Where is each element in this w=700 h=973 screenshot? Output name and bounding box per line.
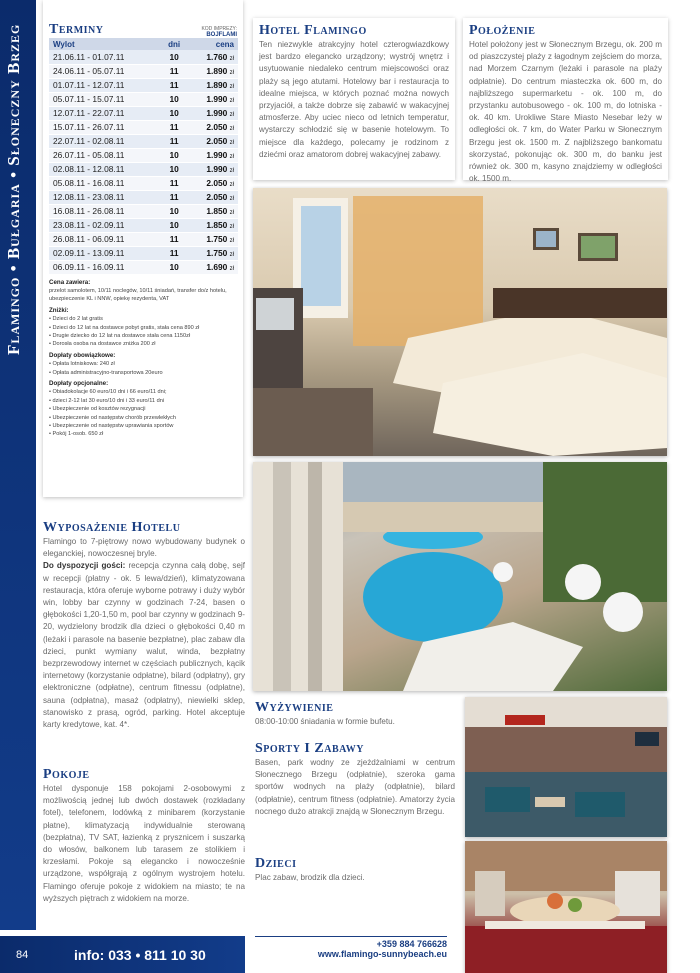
departure-dates: 15.07.11 - 26.07.11 (49, 120, 160, 134)
price: 1.850 zł (188, 204, 238, 218)
terms-panel (43, 0, 243, 497)
price-row (49, 246, 238, 260)
price-row (49, 176, 238, 190)
rooms-text: Hotel dysponuje 158 pokojami 2-osobowymi z możliwością jednej lub dwóch dostawek (rozkładany fotel), telefonem, lodówką z minibarem (korzystanie płatne), klimatyzacją indywidualnie sterowaną (bezpłatna), TV SAT, łazienką z prysznicem i suszarką do włosów, balkonem lub tarasem ze stolikiem i krzesłami. Pokoje są elegancko i nowocześnie urządzone, współgrają z ogólnym wystrojem hotelu. Flamingo oferuje pokoje z widokiem na miasto; te na wyższych piętrach z widokiem na morze. (43, 784, 245, 903)
mandatory-item: • Opłata lotniskowa: 240 zł (49, 360, 237, 368)
departure-dates: 02.09.11 - 13.09.11 (49, 246, 160, 260)
hotel-phone: +359 884 766628 (376, 939, 447, 949)
price: 1.890 zł (188, 64, 238, 78)
terms-notes: Cena zawiera: przelot samolotem, 10/11 noclegów, 10/11 śniadań, transfer do/z hotelu, ubezpieczenie KL i NNW, opiekę rezydenta, VAT Zniżki: • Dzieci do 2 lat gratis • Dzieci do 12 lat na dostawce pobyt gratis, stała cena 890 zł • Drugie dziecko do 12 lat na dostawce stała cena 1150zł • Dorosła osoba na dostawce zniżka 200 zł Dopłaty obowiązkowe: • Opłata lotniskowa: 240 zł • Opłata administracyjno-transportowa 20euro Dopłaty opcjonalne: • Obiadokolacje 60 euro/10 dni i 66 euro/11 dni; • dzieci 2-12 lat 30 euro/10 dni i 33 euro/11 dni • Ubezpieczenie od kosztów rezygnacji • Ubezpieczenie od następstw chorób przewlekłych • Ubezpieczenie od następstw uprawiania sportów • Pokój 1-osob. 650 zł (49, 279, 237, 439)
discounts-item: • Dorosła osoba na dostawce zniżka 200 zł (49, 340, 237, 348)
price-row (49, 134, 238, 148)
days: 11 (160, 232, 188, 246)
hotel-website-link[interactable]: www.flamingo-sunnybeach.eu (317, 949, 447, 959)
days: 10 (160, 148, 188, 162)
info-phone: info: 033 • 811 10 30 (74, 946, 206, 963)
price-row (49, 260, 238, 274)
optional-item: • dzieci 2-12 lat 30 euro/10 dni i 33 euro/11 dni (49, 397, 237, 405)
price: 1.990 zł (188, 92, 238, 106)
departure-dates: 02.08.11 - 12.08.11 (49, 162, 160, 176)
price: 1.690 zł (188, 260, 238, 274)
days: 10 (160, 162, 188, 176)
departure-dates: 06.09.11 - 16.09.11 (49, 260, 160, 274)
col-days: dni (160, 38, 188, 50)
departure-dates: 16.08.11 - 26.08.11 (49, 204, 160, 218)
price-row (49, 50, 238, 64)
price: 1.750 zł (188, 232, 238, 246)
col-price: cena (188, 38, 238, 50)
price: 1.990 zł (188, 148, 238, 162)
departure-dates: 23.08.11 - 02.09.11 (49, 218, 160, 232)
price-table (49, 38, 238, 275)
departure-dates: 12.07.11 - 22.07.11 (49, 106, 160, 120)
price-row (49, 162, 238, 176)
departure-dates: 26.08.11 - 06.09.11 (49, 232, 160, 246)
price-row (49, 120, 238, 134)
price: 2.050 zł (188, 176, 238, 190)
departure-dates: 21.06.11 - 01.07.11 (49, 50, 160, 64)
days: 10 (160, 260, 188, 274)
price-row (49, 190, 238, 204)
optional-item: • Ubezpieczenie od następstw uprawiania sportów (49, 422, 237, 430)
days: 10 (160, 204, 188, 218)
board-text: 08:00-10:00 śniadania w formie bufetu. (255, 717, 395, 726)
terms-title: Terminy (49, 22, 104, 37)
hotel-description-panel (253, 18, 455, 180)
sports-title: Sporty I Zabawy (255, 741, 364, 756)
departure-dates: 24.06.11 - 05.07.11 (49, 64, 160, 78)
price: 2.050 zł (188, 120, 238, 134)
location-text: Hotel położony jest w Słonecznym Brzegu, ok. 200 m od piaszczystej plaży z łagodnym zejściem do morza, nad Morzem Czarnym (leżaki i parasole na plaży odpłatnie). Do centrum miasteczka ok. 600 m, do najbliższego supermarketu - ok. 100 m, do przystanku autobusowego - ok. 100 m, do lotniska - ok. 40 km. Urokliwe Stare Miasto Nesebar leży w odległości ok. 7 km, do Water Parku w Słonecznym Brzegu jest ok. 1500 m. Z najbliższego bankomatu skorzystać, pokonując ok. 300 m, do banku jest również ok. 300 m, kasyno znajdziemy w odległości ok. 1500 m. (469, 40, 662, 184)
price: 1.890 zł (188, 78, 238, 92)
rooms-section (43, 767, 245, 905)
price-row (49, 148, 238, 162)
hotel-contact (255, 936, 447, 959)
departure-dates: 05.07.11 - 15.07.11 (49, 92, 160, 106)
footer-bar (0, 936, 245, 973)
kids-text: Plac zabaw, brodzik dla dzieci. (255, 873, 365, 882)
page-number: 84 (16, 948, 29, 961)
discounts-item: • Dzieci do 2 lat gratis (49, 315, 237, 323)
sports-text: Basen, park wodny ze zjeżdżalniami w centrum Słonecznego Brzegu (odpłatnie), szeroka gama sportów wodnych na plaży (odpłatnie), bilard (odpłatnie), centrum fitness (odpłatnie). Amatorzy życia nocnego dużo atrakcji znajdą w Słonecznym Brzegu. (255, 758, 455, 816)
amenities-title: Wyposażenie Hotelu (43, 520, 181, 535)
price-row (49, 204, 238, 218)
price: 1.850 zł (188, 218, 238, 232)
location-panel (463, 18, 668, 184)
price: 2.050 zł (188, 134, 238, 148)
days: 11 (160, 134, 188, 148)
price: 1.990 zł (188, 162, 238, 176)
price: 1.750 zł (188, 246, 238, 260)
days: 11 (160, 64, 188, 78)
col-departure: Wylot (49, 38, 160, 50)
side-strip (0, 0, 36, 973)
price: 1.760 zł (188, 50, 238, 64)
optional-item: • Ubezpieczenie od kosztów rezygnacji (49, 405, 237, 413)
hotel-pool-photo (253, 462, 667, 691)
hotel-text: Ten niezwykle atrakcyjny hotel czterogwiazdkowy jest bardzo elegancko urządzony; wystrój wnętrz i usytuowanie niedaleko centrum miejscowości oraz plaży są jego atutami. Hotelowy bar i restauracja to idealne miejsca, w których poznać można nowych przyjaciół, a także dobrze się zabawić w wakacyjnej atmosferze. Aby uciec nieco od letnich temperatur, wystarczy schłodzić się w basenie hotelowym. To miejsce dla każdego, polecamy je rodzinom z dziećmi oraz amatorom dobrej wakacyjnej zabawy. (259, 40, 449, 159)
rooms-title: Pokoje (43, 767, 90, 782)
offer-code: KOD IMPREZY: BOJFLAMI (201, 26, 237, 38)
optional-item: • Obiadokolacje 60 euro/10 dni i 66 euro/11 dni; (49, 388, 237, 396)
discounts-item: • Drugie dziecko do 12 lat na dostawce stała cena 1150zł (49, 332, 237, 340)
amenities-section (43, 520, 245, 731)
hotel-room-photo (253, 188, 667, 456)
price-row (49, 232, 238, 246)
days: 10 (160, 218, 188, 232)
price-row (49, 218, 238, 232)
departure-dates: 26.07.11 - 05.08.11 (49, 148, 160, 162)
price-row (49, 92, 238, 106)
days: 10 (160, 92, 188, 106)
discounts-item: • Dzieci do 12 lat na dostawce pobyt gratis, stała cena 890 zł (49, 324, 237, 332)
price: 2.050 zł (188, 190, 238, 204)
price-row (49, 64, 238, 78)
departure-dates: 01.07.11 - 12.07.11 (49, 78, 160, 92)
days: 11 (160, 120, 188, 134)
sports-section (255, 741, 455, 818)
optional-item: • Ubezpieczenie od następstw chorób przewlekłych (49, 414, 237, 422)
board-title: Wyżywienie (255, 700, 334, 715)
lobby-bar-photo (465, 697, 667, 837)
kids-section (255, 856, 455, 884)
mandatory-item: • Opłata administracyjno-transportowa 20euro (49, 369, 237, 377)
days: 10 (160, 106, 188, 120)
price: 1.990 zł (188, 106, 238, 120)
days: 10 (160, 50, 188, 64)
departure-dates: 12.08.11 - 23.08.11 (49, 190, 160, 204)
departure-dates: 05.08.11 - 16.08.11 (49, 176, 160, 190)
departure-dates: 22.07.11 - 02.08.11 (49, 134, 160, 148)
price-row (49, 78, 238, 92)
location-title: Położenie (469, 23, 536, 38)
days: 11 (160, 190, 188, 204)
amenities-text: Flamingo to 7-piętrowy nowo wybudowany budynek o eleganckiej, nowoczesnej bryle. Do dyspozycji gości: recepcja czynna całą dobę, sejf w recepcji (płatny - ok. 5 lewa/dzień), klimatyzowana restauracja, która oferuje wyborne potrawy i duży wybór win, lobby bar czynny w godzinach 7-24, basen o głębokości 1,20-1,50 m, pool bar czynny w godzinach 9-20, wydzielony brodzik dla dzieci o głębokości 0,40 m (leżaki i parasole na basenie bezpłatne), plac zabaw dla dzieci, punkt wymiany walut, winda, bezpłatny bezprzewodowy internet w częściach publicznych, kącik internetowy (korzystanie odpłatne), bilard (odpłatny), gry elektroniczne (odpłatne), centrum fitnessu (odpłatne), sauna (odpłatna), masaż (odpłatny), niewielki sklep, stanowisko z prasą, ogród, parking. Hotel akceptuje karty kredytowe, kat. 4*. (43, 537, 245, 730)
days: 11 (160, 176, 188, 190)
board-section (255, 700, 455, 728)
days: 11 (160, 246, 188, 260)
price-row (49, 106, 238, 120)
side-title: Flamingo • Bułgaria • Słoneczny Brzeg (4, 23, 23, 355)
days: 11 (160, 78, 188, 92)
optional-item: • Pokój 1-osob. 650 zł (49, 430, 237, 438)
kids-title: Dzieci (255, 856, 297, 871)
buffet-photo (465, 841, 667, 973)
hotel-title: Hotel Flamingo (259, 23, 367, 38)
